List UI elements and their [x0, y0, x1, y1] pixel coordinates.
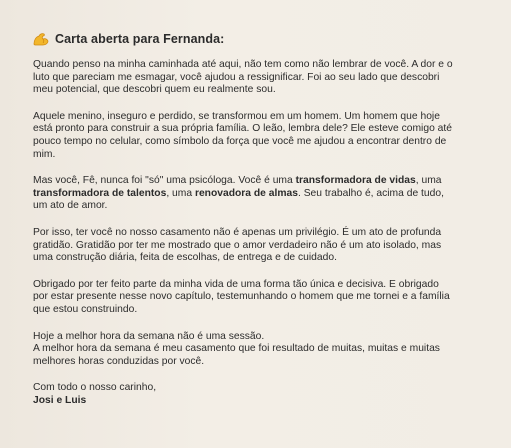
- paragraph-1: [33, 59, 485, 97]
- paragraph-6-line-1: Hoje a melhor hora da semana não é uma sessão.: [33, 330, 265, 342]
- paragraph-5-line-3: que estou construindo.: [33, 303, 138, 315]
- paragraph-1-line-1: Quando penso na minha caminhada até aqui, não tem como não lembrar de você. A dor e o: [33, 59, 453, 70]
- paragraph-3-line-1: [33, 175, 485, 188]
- closing-line: Com todo o nosso carinho,: [33, 382, 157, 394]
- paragraph-3-bold-transformadora-de-talentos: transformadora de talentos: [33, 187, 167, 199]
- paragraph-3: [33, 175, 485, 213]
- paragraph-5-line-1: Obrigado por ter feito parte da minha vida de uma forma tão única e decisiva. E obrigado: [33, 278, 439, 290]
- paragraph-3-line-2: [33, 188, 485, 201]
- paragraph-6: [33, 331, 485, 369]
- paragraph-3-bold-transformadora-de-vidas: transformadora de vidas: [295, 175, 416, 187]
- paragraph-3-text-2d: . Seu trabalho é, acima de tudo,: [297, 187, 444, 199]
- paragraph-6-line-3: melhores horas conduzidas por você.: [33, 355, 205, 367]
- paragraph-3-bold-renovadora-de-almas: renovadora de almas: [194, 187, 298, 199]
- closing-block: [33, 382, 485, 407]
- paragraph-5-line-2: por estar presente nesse novo capítulo, testemunhando o homem que me tornei e a família: [33, 291, 450, 303]
- paragraph-5: [33, 279, 485, 317]
- paragraph-1-line-2: luto que pareciam me esmagar, você ajudou a ressignificar. Foi ao seu lado que descobri: [33, 71, 440, 83]
- paragraph-2-line-1: Aquele menino, inseguro e perdido, se transformou em um homem. Um homem que hoje: [33, 110, 440, 122]
- paragraph-4: [33, 227, 485, 265]
- letter-title-row: [33, 32, 485, 46]
- paragraph-2-line-4: mim.: [33, 148, 56, 160]
- paragraph-2-line-3: pouco tempo no celular, como símbolo da força que você me ajudou a encontrar dentro de: [33, 135, 447, 147]
- paragraph-4-line-1: Por isso, ter você no nosso casamento não é apenas um privilégio. É um ato de profunda: [33, 226, 442, 238]
- paragraph-6-line-2: A melhor hora da semana é meu casamento que foi resultado de muitas, muitas e muitas: [33, 343, 440, 355]
- paragraph-1-line-3: meu potencial, que descobri quem eu realmente sou.: [33, 84, 276, 96]
- paragraph-3-text-1c: , uma: [415, 175, 442, 187]
- paragraph-3-line-3: um ato de amor.: [33, 200, 108, 212]
- signature: Josi e Luis: [33, 394, 87, 406]
- paragraph-2-line-2: está pronto para construir a sua própria família. O leão, lembra dele? Ele esteve comigo até: [33, 123, 452, 135]
- paragraph-3-text-2b: , uma: [166, 187, 195, 199]
- paragraph-3-text-1a: Mas você, Fê, nunca foi "só" uma psicóloga. Você é uma: [33, 175, 296, 187]
- paragraph-4-line-3: uma construção diária, feita de escolhas, de entrega e de cuidado.: [33, 252, 337, 264]
- paragraph-4-line-2: gratidão. Gratidão por ter me mostrado que o amor verdadeiro não é um ato isolado, mas: [33, 239, 442, 251]
- paragraph-2: [33, 111, 485, 161]
- letter-title: Carta aberta para Fernanda:: [55, 32, 225, 46]
- flexed-arm-emoji-icon: [33, 32, 49, 46]
